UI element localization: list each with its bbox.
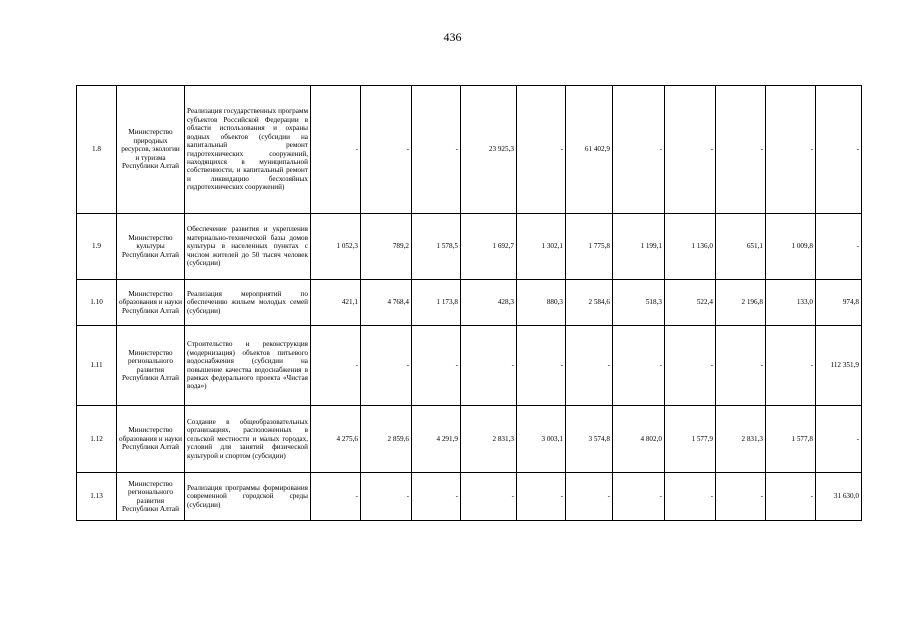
value-cell: 2 859,6	[361, 406, 412, 473]
value-cell: -	[566, 473, 613, 521]
value-cell: -	[766, 473, 816, 521]
value-cell: -	[311, 326, 361, 406]
description-cell: Реализация мероприятий по обеспечению жильем молодых семей (субсидии)	[185, 280, 311, 326]
value-cell: -	[716, 86, 766, 214]
value-cell: -	[716, 473, 766, 521]
value-cell: 789,2	[361, 214, 412, 280]
value-cell: 518,3	[613, 280, 665, 326]
value-cell: 880,3	[517, 280, 566, 326]
value-cell: 4 802,0	[613, 406, 665, 473]
ministry-cell: Министерство природных ресурсов, экологии и туризма Республики Алтай	[117, 86, 185, 214]
table-row	[77, 473, 862, 521]
description-cell: Реализация программы формирования современной городской среды (субсидии)	[185, 473, 311, 521]
ministry-cell: Министерство культуры Республики Алтай	[117, 214, 185, 280]
value-cell: 421,1	[311, 280, 361, 326]
value-cell: -	[816, 406, 862, 473]
row-number: 1.10	[77, 280, 117, 326]
value-cell: 1 577,8	[766, 406, 816, 473]
value-cell: -	[461, 473, 517, 521]
description-cell: Создание в общеобразовательных организациях, расположенных в сельской местности и малых городах, условий для занятий физической культурой и спортом (субсидии)	[185, 406, 311, 473]
value-cell: 2 584,6	[566, 280, 613, 326]
row-number: 1.8	[77, 86, 117, 214]
value-cell: -	[816, 214, 862, 280]
ministry-cell: Министерство образования и науки Республики Алтай	[117, 406, 185, 473]
value-cell: -	[517, 473, 566, 521]
value-cell: -	[665, 326, 716, 406]
value-cell: -	[461, 326, 517, 406]
value-cell: 1 775,8	[566, 214, 613, 280]
value-cell: -	[613, 473, 665, 521]
value-cell: -	[665, 86, 716, 214]
value-cell: 61 402,9	[566, 86, 613, 214]
value-cell: -	[311, 86, 361, 214]
table-row	[77, 86, 862, 214]
value-cell: -	[716, 326, 766, 406]
page-number: 436	[443, 30, 462, 44]
value-cell: -	[361, 86, 412, 214]
row-number: 1.12	[77, 406, 117, 473]
value-cell: 3 574,8	[566, 406, 613, 473]
table-row	[77, 406, 862, 473]
value-cell: 428,3	[461, 280, 517, 326]
value-cell: 651,1	[716, 214, 766, 280]
value-cell: -	[766, 326, 816, 406]
description-cell: Обеспечение развития и укрепления материально-технической базы домов культуры в населенных пунктах с числом жителей до 50 тысяч человек (субсидии)	[185, 214, 311, 280]
value-cell: 4 768,4	[361, 280, 412, 326]
value-cell: 2 831,3	[461, 406, 517, 473]
value-cell: 112 351,9	[816, 326, 862, 406]
value-cell: 974,8	[816, 280, 862, 326]
value-cell: 2 831,3	[716, 406, 766, 473]
value-cell: -	[517, 326, 566, 406]
value-cell: -	[613, 326, 665, 406]
value-cell: 1 578,5	[412, 214, 461, 280]
value-cell: -	[613, 86, 665, 214]
value-cell: 133,0	[766, 280, 816, 326]
table-row	[77, 214, 862, 280]
value-cell: -	[311, 473, 361, 521]
ministry-cell: Министерство регионального развития Республики Алтай	[117, 326, 185, 406]
value-cell: -	[412, 326, 461, 406]
value-cell: 1 173,8	[412, 280, 461, 326]
ministry-cell: Министерство образования и науки Республики Алтай	[117, 280, 185, 326]
value-cell: -	[412, 473, 461, 521]
table-row	[77, 326, 862, 406]
value-cell: -	[361, 326, 412, 406]
description-cell: Строительство и реконструкция (модернизация) объектов питьевого водоснабжения (субсидии на повышение качества водоснабжения в рамках федерального проекта «Чистая вода»)	[185, 326, 311, 406]
description-cell: Реализация государственных программ субъектов Российской Федерации в области использования и охраны водных объектов (субсидии на капитальный ремонт гидротехнических сооружений, находящихся в муниципальной собственности, и капитальный ремонт и ликвидацию бесхозяйных гидротехнических сооружений)	[185, 86, 311, 214]
value-cell: 1 577,9	[665, 406, 716, 473]
table-row	[77, 280, 862, 326]
value-cell: 1 052,3	[311, 214, 361, 280]
ministry-cell: Министерство регионального развития Республики Алтай	[117, 473, 185, 521]
value-cell: 1 302,1	[517, 214, 566, 280]
value-cell: 1 692,7	[461, 214, 517, 280]
value-cell: -	[361, 473, 412, 521]
row-number: 1.11	[77, 326, 117, 406]
value-cell: 31 630,0	[816, 473, 862, 521]
value-cell: 2 196,8	[716, 280, 766, 326]
value-cell: -	[412, 86, 461, 214]
value-cell: 4 291,9	[412, 406, 461, 473]
value-cell: -	[665, 473, 716, 521]
value-cell: -	[566, 326, 613, 406]
value-cell: 23 925,3	[461, 86, 517, 214]
value-cell: 1 199,1	[613, 214, 665, 280]
value-cell: -	[816, 86, 862, 214]
value-cell: 1 136,0	[665, 214, 716, 280]
value-cell: 1 009,8	[766, 214, 816, 280]
value-cell: 4 275,6	[311, 406, 361, 473]
budget-table	[76, 85, 862, 521]
row-number: 1.9	[77, 214, 117, 280]
value-cell: 522,4	[665, 280, 716, 326]
value-cell: -	[766, 86, 816, 214]
value-cell: 3 003,1	[517, 406, 566, 473]
value-cell: -	[517, 86, 566, 214]
row-number: 1.13	[77, 473, 117, 521]
